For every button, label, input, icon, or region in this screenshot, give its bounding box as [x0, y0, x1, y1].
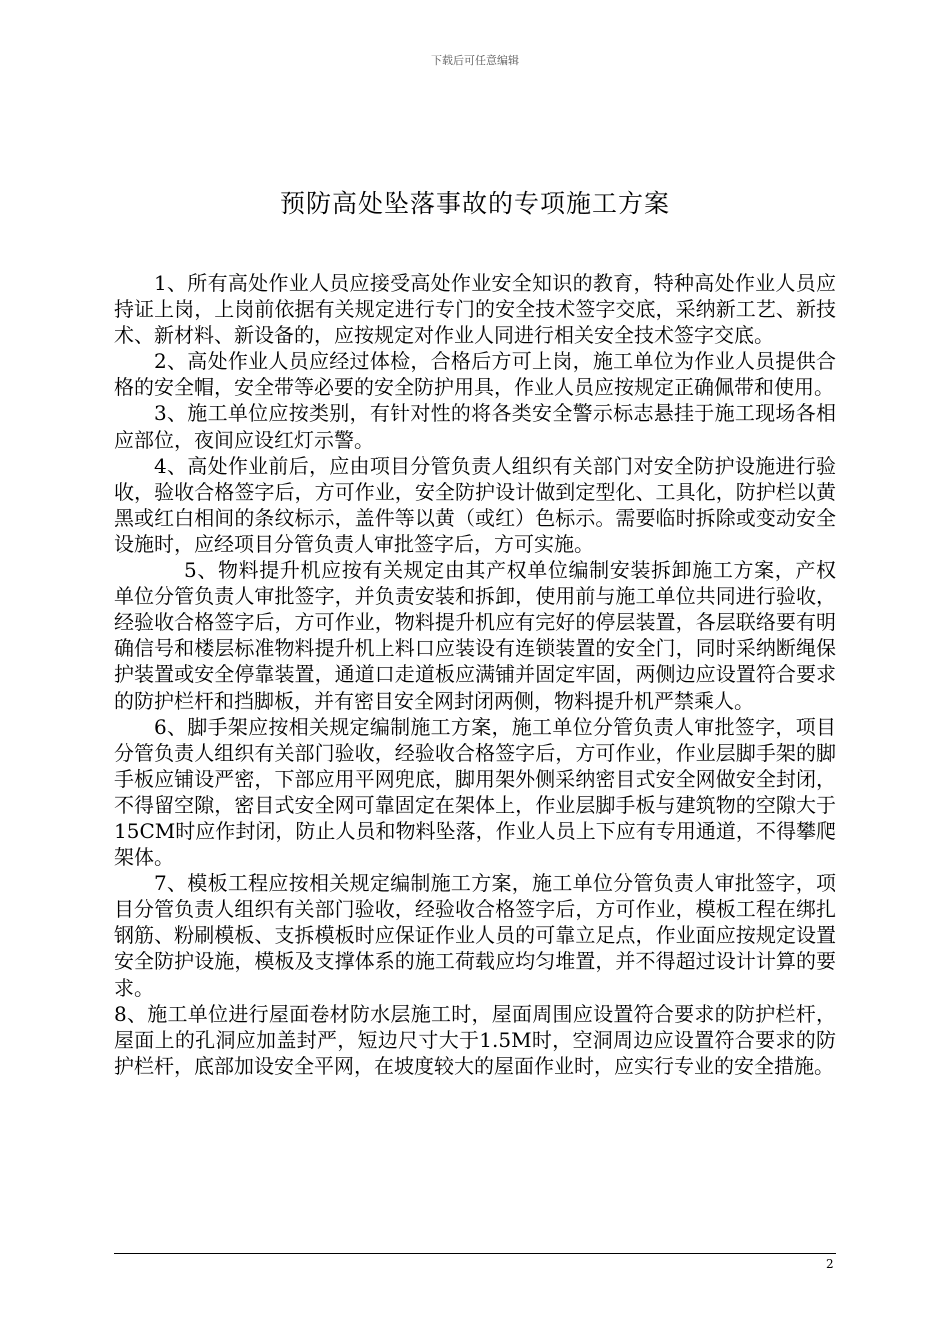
paragraph-5: 5、物料提升机应按有关规定由其产权单位编制安装拆卸施工方案，产权单位分管负责人审批签字，并负责安装和拆卸，使用前与施工单位共同进行验收，经验收合格签字后，方可作业，物料提升机应有完好的停层装置，各层联络要有明确信号和楼层标准物料提升机上料口应装设有连锁装置的安全门，同时采纳断绳保护装置或安全停靠装置，通道口走道板应满铺并固定牢固，两侧边应设置符合要求的防护栏杆和挡脚板，并有密目安全网封闭两侧，物料提升机严禁乘人。 [114, 558, 836, 713]
header-note: 下载后可任意编辑 [431, 54, 519, 67]
paragraph-8: 8、施工单位进行屋面卷材防水层施工时，屋面周围应设置符合要求的防护栏杆，屋面上的孔洞应加盖封严，短边尺寸大于1.5M时，空洞周边应设置符合要求的防护栏杆，底部加设安全平网，在坡度较大的屋面作业时，应实行专业的安全措施。 [114, 1001, 836, 1078]
paragraph-4: 4、高处作业前后，应由项目分管负责人组织有关部门对安全防护设施进行验收，验收合格签字后，方可作业，安全防护设计做到定型化、工具化，防护栏以黄黑或红白相间的条纹标示，盖件等以黄（或红）色标示。需要临时拆除或变动安全设施时，应经项目分管负责人审批签字后，方可实施。 [114, 453, 836, 556]
paragraph-1: 1、所有高处作业人员应接受高处作业安全知识的教育，特种高处作业人员应持证上岗，上岗前依据有关规定进行专门的安全技术签字交底，采纳新工艺、新技术、新材料、新设备的，应按规定对作业人同进行相关安全技术签字交底。 [114, 271, 836, 348]
paragraph-7: 7、模板工程应按相关规定编制施工方案，施工单位分管负责人审批签字，项目分管负责人组织有关部门验收，经验收合格签字后，方可作业，模板工程在绑扎钢筋、粉刷模板、支拆模板时应保证作业人员的可靠立足点，作业面应按规定设置安全防护设施，模板及支撑体系的施工荷载应均匀堆置，并不得超过设计计算的要求。 [114, 871, 836, 1000]
paragraph-3: 3、施工单位应按类别，有针对性的将各类安全警示标志悬挂于施工现场各相应部位，夜间应设红灯示警。 [114, 401, 836, 452]
footer-divider [114, 1253, 836, 1254]
document-body [114, 270, 836, 1079]
paragraph-2: 2、高处作业人员应经过体检，合格后方可上岗，施工单位为作业人员提供合格的安全帽，安全带等必要的安全防护用具，作业人员应按规定正确佩带和使用。 [114, 349, 836, 400]
paragraph-6: 6、脚手架应按相关规定编制施工方案，施工单位分管负责人审批签字，项目分管负责人组织有关部门验收，经验收合格签字后，方可作业，作业层脚手架的脚手板应铺设严密，下部应用平网兜底，脚用架外侧采纳密目式安全网做安全封闭，不得留空隙，密目式安全网可靠固定在架体上，作业层脚手板与建筑物的空隙大于15CM时应作封闭，防止人员和物料坠落，作业人员上下应有专用通道，不得攀爬架体。 [114, 714, 836, 870]
page-number: 2 [826, 1257, 834, 1271]
document-title: 预防高处坠落事故的专项施工方案 [279, 189, 670, 218]
